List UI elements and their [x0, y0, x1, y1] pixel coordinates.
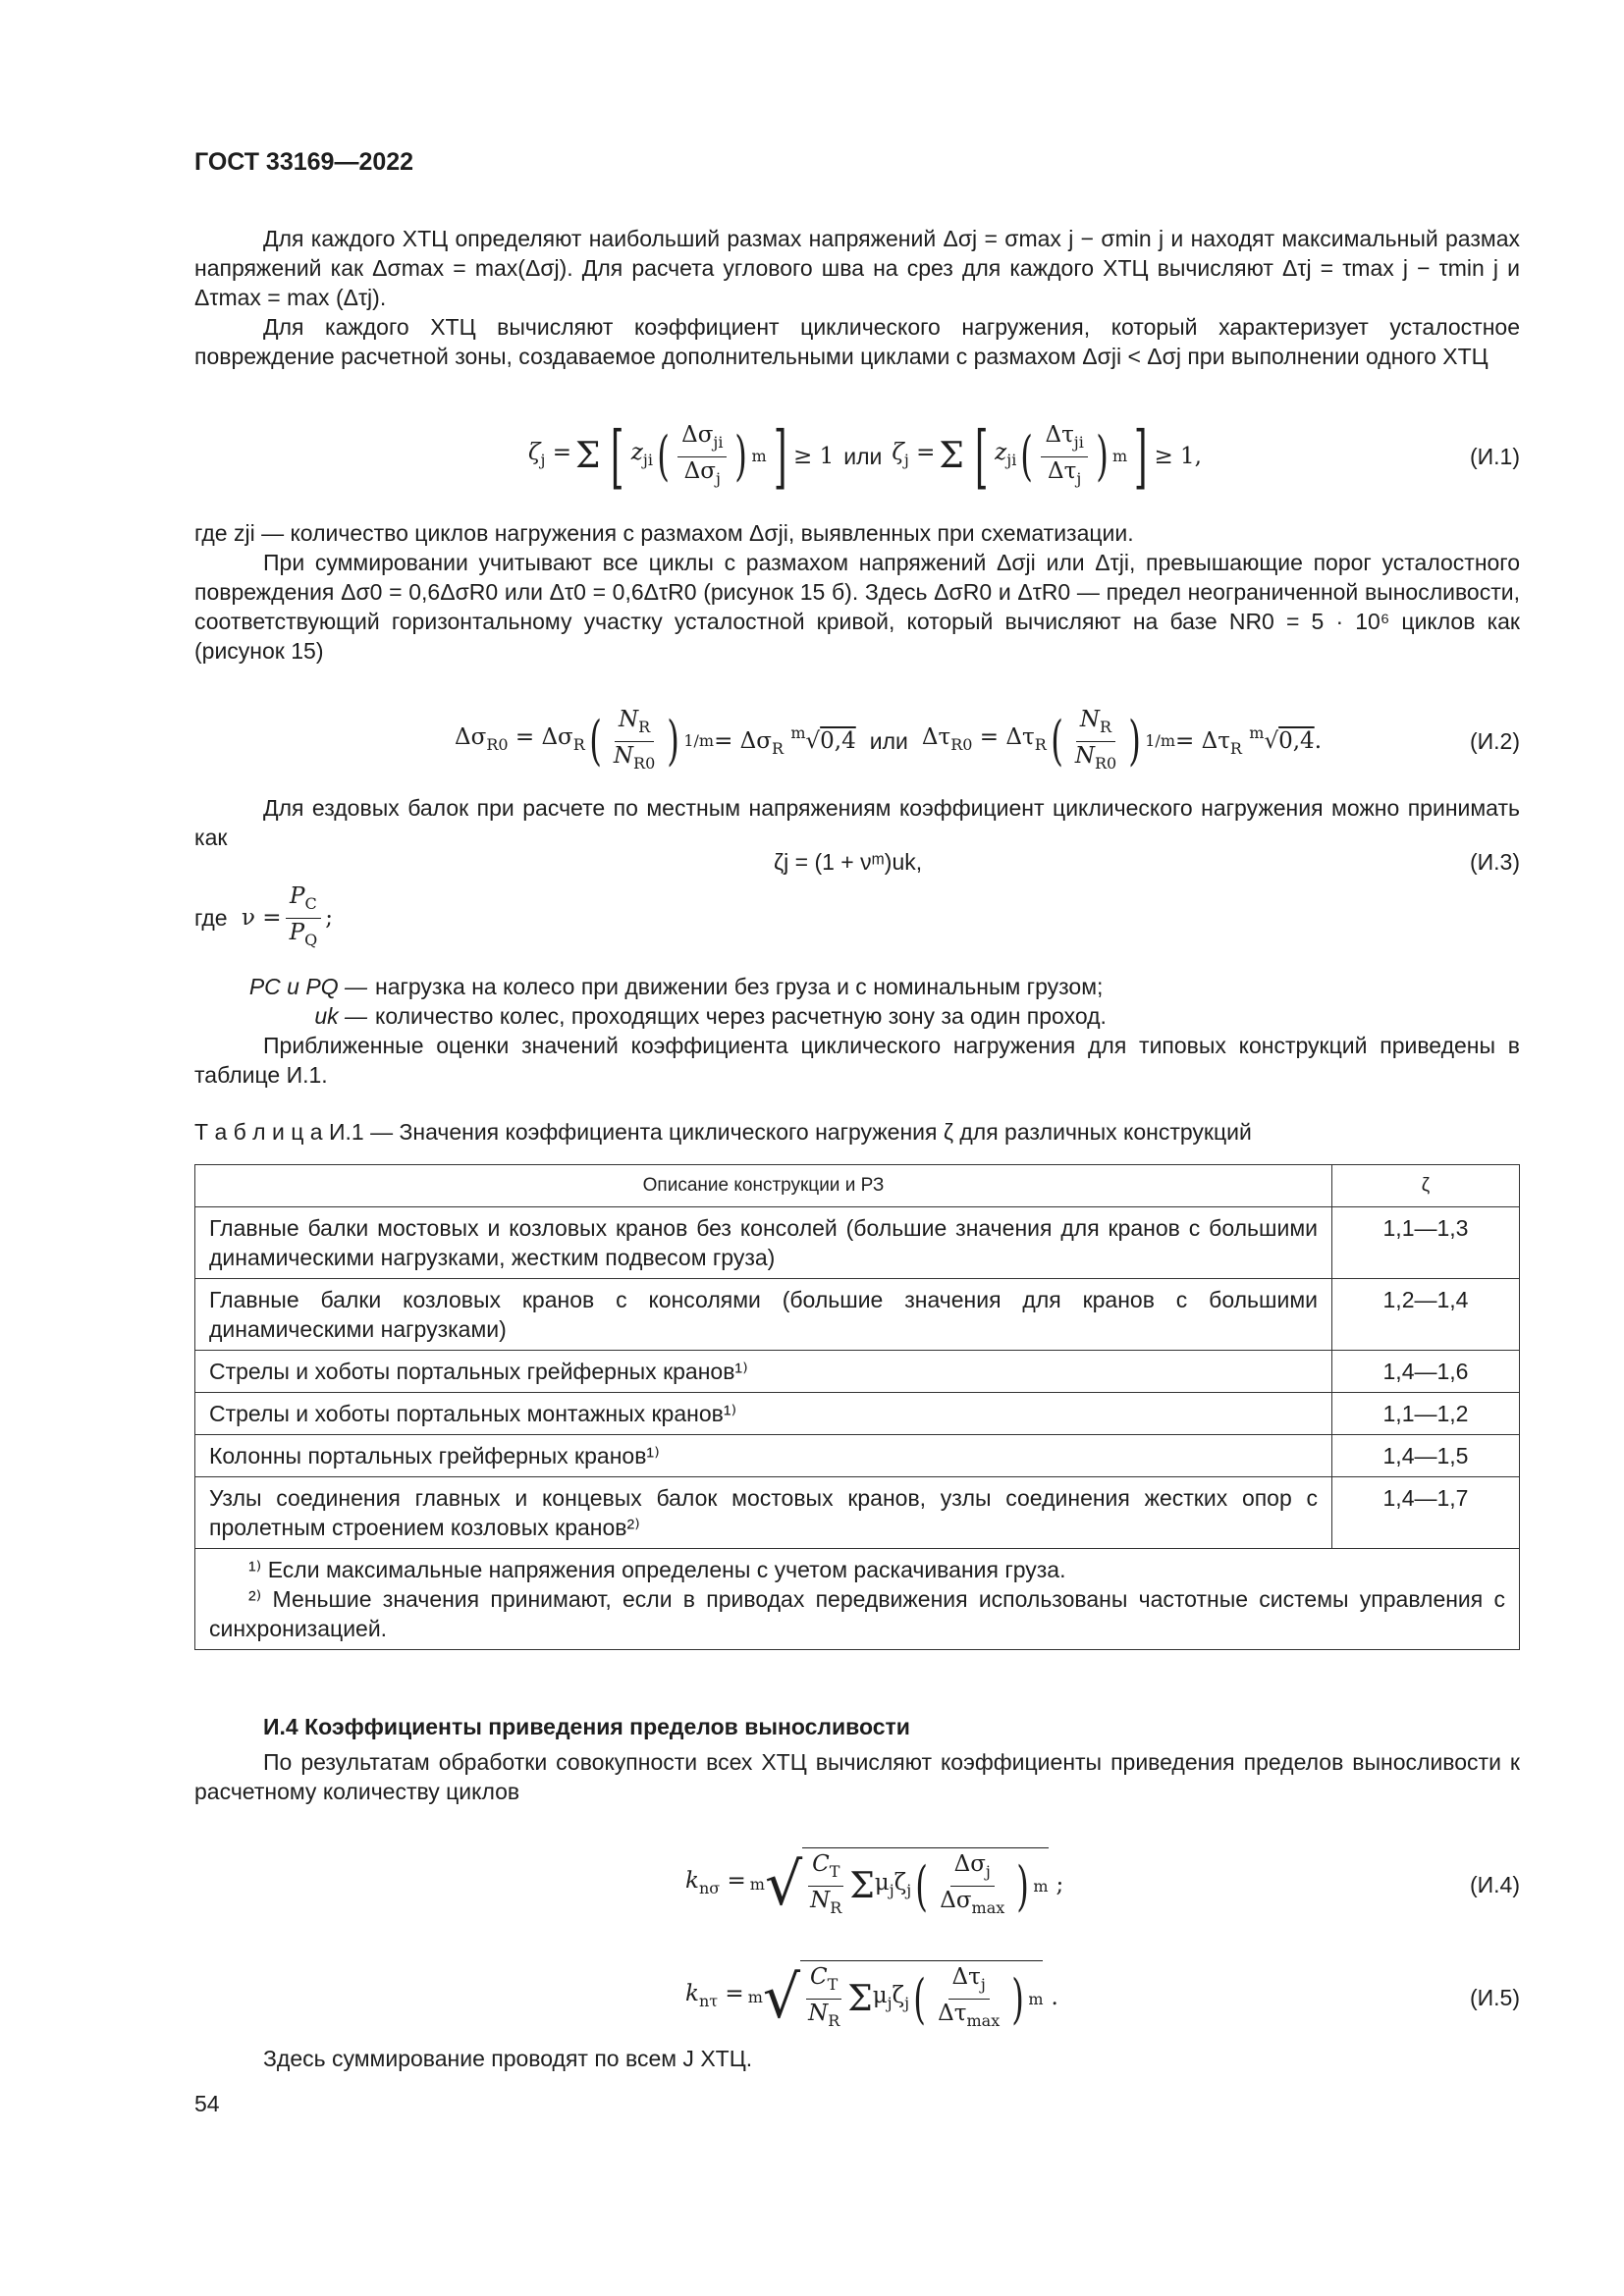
formula-i1-body: $\zeta_j$ = Σ [ $z_{ji}$ ( $\frac{\Delta\sigma_{ji}}{\Delta\sigma_j}$ ) m ] ≥ 1 или $\zeta_j$ = Σ [ $z_{ji}$ ( $\frac{\Delta\tau_{ji}}{\Delta\tau_j}$ ) m ] ≥ 1,	[528, 416, 1202, 497]
table-note-1: ¹⁾ Если максимальные напряжения определены с учетом раскачивания груза.	[248, 1557, 1066, 1582]
formula-i3-number: (И.3)	[1469, 849, 1520, 875]
table-cell-desc: Стрелы и хоботы портальных грейферных кранов¹⁾	[195, 1351, 1332, 1393]
table-notes	[195, 1549, 1520, 1650]
formula-i1-ge: ≥ 1	[793, 444, 835, 469]
paragraph-3: где zji — количество циклов нагружения с размахом Δσji, выявленных при схематизации.	[194, 520, 1134, 546]
table-cell-desc: Главные балки козловых кранов с консолями (большие значения для кранов с большими динамическими нагрузками)	[195, 1279, 1332, 1351]
table-row	[195, 1351, 1520, 1393]
table-row	[195, 1207, 1520, 1279]
formula-i5	[194, 1949, 1520, 2047]
formula-i3-body: ζj = (1 + νᵐ)uk,	[774, 849, 923, 875]
definition-pc-pq	[194, 972, 1520, 1001]
table-cell-zeta: 1,1—1,2	[1332, 1393, 1520, 1435]
formula-i2-root-1: 0,4	[820, 728, 856, 754]
table-cell-zeta: 1,4—1,5	[1332, 1435, 1520, 1477]
paragraph-1: Для каждого ХТЦ определяют наибольший размах напряжений Δσj = σmax j − σmin j и находят максимальный размах напряжений как Δσmax = max(Δσj). Для расчета углового шва на срез для каждого ХТЦ вычисляют Δτj = τmax j − τmin j и Δτmax = max (Δτj).	[194, 226, 1520, 310]
nu-definition: где ν = $\frac{P_C}{P_Q}$ ;	[194, 882, 333, 949]
section-title: И.4 Коэффициенты приведения пределов выносливости	[263, 1714, 910, 1739]
definition-text: нагрузка на колесо при движении без груза и с номинальным грузом;	[375, 974, 1104, 999]
table-caption: Т а б л и ц а И.1 — Значения коэффициента циклического нагружения ζ для различных конструкций	[194, 1119, 1252, 1145]
formula-i5-body: $k_{n\tau}$ = m √ $\frac{C_T}{N_R}$ Σ $\mu_j\zeta_j$ ( $\frac{\Delta\tau_j}{\Delta\tau_{max}}$ ) m .	[685, 1949, 1058, 2047]
where-label: где	[194, 905, 228, 931]
definition-uk	[194, 1001, 1520, 1031]
table-cell-desc: Колонны портальных грейферных кранов¹⁾	[195, 1435, 1332, 1477]
formula-i2-number: (И.2)	[1469, 728, 1520, 754]
paragraph-2: Для каждого ХТЦ вычисляют коэффициент циклического нагружения, который характеризует усталостное повреждение расчетной зоны, создаваемое дополнительными циклами с размахом Δσji < Δσj при выполнении одного ХТЦ	[194, 314, 1520, 369]
formula-i4	[194, 1836, 1520, 1934]
formula-i2-root-2: 0,4	[1278, 728, 1315, 754]
definitions	[194, 972, 1520, 1090]
formula-i1-or: или	[843, 444, 883, 469]
paragraphs-3-4	[194, 518, 1520, 666]
table-cell-desc: Главные балки мостовых и козловых кранов без консолей (большие значения для кранов с большими динамическими нагрузками, жестким подвесом груза)	[195, 1207, 1332, 1279]
table-cell-desc: Узлы соединения главных и концевых балок мостовых кранов, узлы соединения жестких опор с пролетным строением козловых кранов²⁾	[195, 1477, 1332, 1549]
table-header-description: Описание конструкции и РЗ	[195, 1165, 1332, 1207]
table-cell-zeta: 1,2—1,4	[1332, 1279, 1520, 1351]
formula-i2-body: $\Delta\sigma_{R0} = \Delta\sigma_R$ ( $\frac{N_R}{N_{R0}}$ ) 1/m = $\Delta\sigma_R$ $^m$√0,4 или $\Delta\tau_{R0} = \Delta\tau_R$ ( $\frac{N_R}{N_{R0}}$ ) 1/m = $\Delta\tau_R$ $^m$√0,4.	[455, 706, 1322, 773]
table-row	[195, 1393, 1520, 1435]
page-number: 54	[194, 2091, 220, 2116]
formula-i1	[194, 407, 1520, 506]
table-row	[195, 1435, 1520, 1477]
table-notes-row	[195, 1549, 1520, 1650]
paragraph-7: По результатам обработки совокупности всех ХТЦ вычисляют коэффициенты приведения пределов выносливости к расчетному количеству циклов	[194, 1749, 1520, 1804]
definition-text: количество колес, проходящих через расчетную зону за один проход.	[375, 1003, 1107, 1029]
definition-term: PC и PQ —	[248, 974, 367, 999]
formula-i4-number: (И.4)	[1469, 1872, 1520, 1897]
paragraph-4: При суммировании учитывают все циклы с размахом напряжений Δσji или Δτji, превышающие порог усталостного повреждения Δσ0 = 0,6ΔσR0 или Δτ0 = 0,6ΔτR0 (рисунок 15 б). Здесь ΔσR0 и ΔτR0 — предел неограниченной выносливости, соответствующий горизонтальному участку усталостной кривой, который вычисляют на базе NR0 = 5 · 10⁶ циклов как (рисунок 15)	[194, 550, 1520, 664]
table-row	[195, 1477, 1520, 1549]
intro-paragraphs	[194, 224, 1520, 371]
formula-i2-or: или	[869, 728, 908, 754]
definition-term: uk —	[314, 1003, 367, 1029]
formula-i2	[194, 692, 1520, 790]
section-i4	[194, 1712, 1520, 1806]
paragraph-5: Для ездовых балок при расчете по местным напряжениям коэффициент циклического нагружения можно принимать как	[194, 795, 1520, 850]
formula-i1-ge2: ≥ 1,	[1154, 444, 1202, 469]
table-cell-desc: Стрелы и хоботы портальных монтажных кранов¹⁾	[195, 1393, 1332, 1435]
table-cell-zeta: 1,4—1,6	[1332, 1351, 1520, 1393]
paragraph-8-block	[194, 2044, 1520, 2073]
formula-i3	[194, 842, 1520, 881]
table-i1	[194, 1164, 1520, 1650]
document-header: ГОСТ 33169—2022	[194, 148, 414, 176]
paragraph-8: Здесь суммирование проводят по всем J ХТЦ.	[263, 2046, 753, 2071]
table-header-zeta: ζ	[1332, 1165, 1520, 1207]
formula-i1-number: (И.1)	[1469, 444, 1520, 469]
table-note-2: ²⁾ Меньшие значения принимают, если в приводах передвижения использованы частотные системы управления с синхронизацией.	[209, 1586, 1505, 1641]
formula-i5-number: (И.5)	[1469, 1985, 1520, 2010]
formula-i4-body: $k_{n\sigma}$ = m √ $\frac{C_T}{N_R}$ Σ $\mu_j\zeta_j$ ( $\frac{\Delta\sigma_j}{\Delta\sigma_{max}}$ ) m ;	[685, 1836, 1063, 1934]
table-cell-zeta: 1,4—1,7	[1332, 1477, 1520, 1549]
paragraph-6: Приближенные оценки значений коэффициента циклического нагружения для типовых конструкций приведены в таблице И.1.	[194, 1033, 1520, 1088]
table-cell-zeta: 1,1—1,3	[1332, 1207, 1520, 1279]
table-row	[195, 1279, 1520, 1351]
